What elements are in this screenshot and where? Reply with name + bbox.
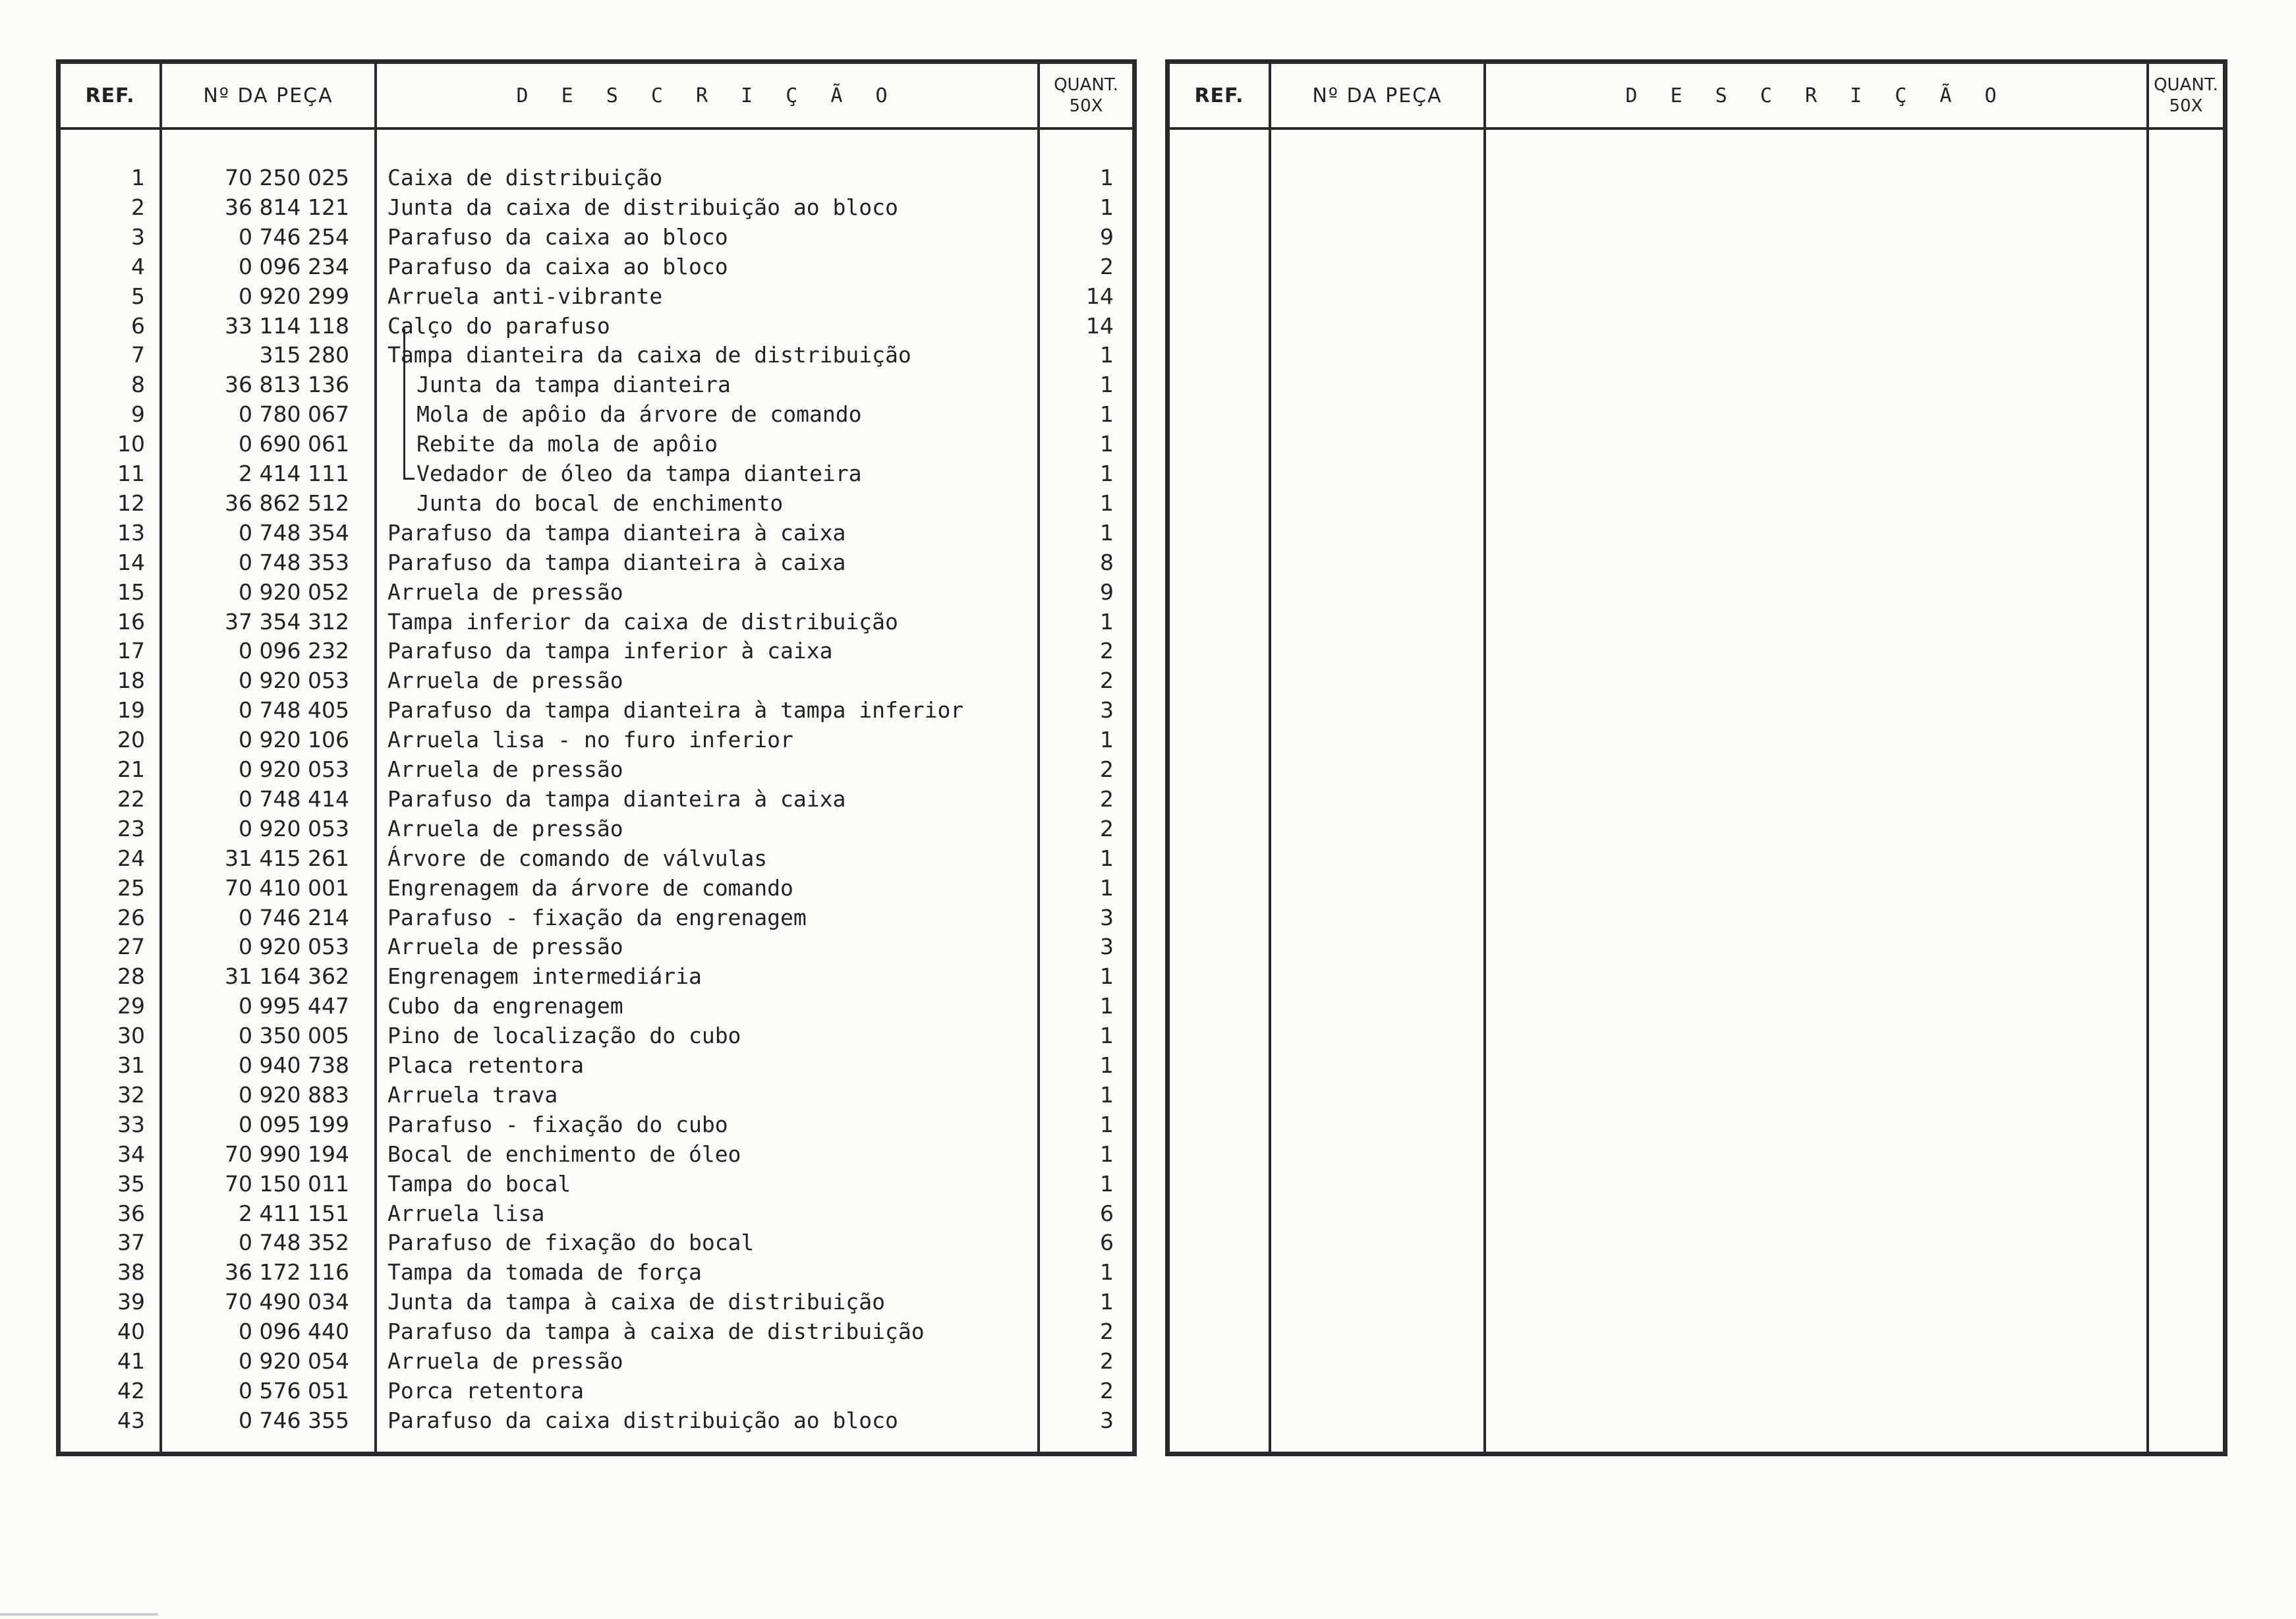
row-quantity: 1 — [1100, 461, 1114, 486]
row-part-number: 70 150 011 — [225, 1170, 349, 1197]
row-quantity: 1 — [1100, 845, 1114, 871]
parts-table-right — [1165, 59, 2227, 1456]
row-ref: 14 — [117, 549, 145, 575]
header-quantity-label: QUANT. — [1054, 75, 1118, 95]
row-ref: 33 — [117, 1111, 145, 1137]
row-ref: 17 — [117, 638, 145, 664]
row-ref: 41 — [117, 1348, 145, 1374]
row-description: Arruela de pressão — [387, 667, 623, 694]
row-description: Cubo da engrenagem — [387, 993, 623, 1019]
row-description: Parafuso da caixa ao bloco — [387, 253, 728, 279]
row-part-number: 0 096 234 — [239, 253, 349, 279]
row-part-number: 0 746 214 — [239, 904, 349, 930]
row-quantity: 14 — [1086, 283, 1114, 309]
row-ref: 6 — [131, 312, 145, 339]
row-part-number: 31 164 362 — [225, 963, 349, 990]
table-row — [61, 607, 1132, 637]
row-description: Arruela lisa - no furo inferior — [387, 727, 793, 753]
row-description: Junta da caixa de distribuição ao bloco — [387, 194, 898, 220]
row-description: Junta da tampa à caixa de distribuição — [387, 1289, 885, 1315]
row-part-number: 70 490 034 — [225, 1289, 349, 1315]
table-row — [61, 991, 1132, 1021]
row-part-number: 0 096 232 — [239, 638, 349, 664]
header-quantity-label: QUANT. — [2154, 75, 2218, 95]
row-part-number: 0 780 067 — [239, 401, 349, 428]
row-description: Tampa do bocal — [387, 1170, 571, 1197]
table-row — [61, 1139, 1132, 1169]
table-header — [1170, 64, 2223, 130]
row-description: Parafuso - fixação da engrenagem — [387, 904, 807, 930]
row-ref: 28 — [117, 963, 145, 990]
row-part-number: 0 748 352 — [239, 1230, 349, 1256]
table-row — [61, 1110, 1132, 1139]
table-row — [61, 1257, 1132, 1287]
table-row — [61, 1406, 1132, 1435]
row-quantity: 3 — [1100, 904, 1114, 930]
row-ref: 4 — [131, 253, 145, 279]
row-quantity: 1 — [1100, 993, 1114, 1019]
row-description: Tampa dianteira da caixa de distribuição — [387, 342, 911, 368]
row-quantity: 1 — [1100, 963, 1114, 990]
row-quantity: 9 — [1100, 579, 1114, 605]
row-quantity: 1 — [1100, 1052, 1114, 1078]
row-quantity: 8 — [1100, 549, 1114, 575]
row-quantity: 2 — [1100, 785, 1114, 812]
table-row — [61, 1228, 1132, 1257]
row-quantity: 6 — [1100, 1230, 1114, 1256]
row-description: Parafuso - fixação do cubo — [387, 1111, 728, 1137]
row-ref: 37 — [117, 1230, 145, 1256]
row-ref: 3 — [131, 223, 145, 250]
row-quantity: 2 — [1100, 667, 1114, 694]
table-row — [61, 548, 1132, 577]
row-ref: 42 — [117, 1377, 145, 1404]
row-ref: 20 — [117, 727, 145, 753]
row-description: Tampa da tomada de força — [387, 1259, 702, 1286]
row-quantity: 1 — [1100, 519, 1114, 546]
row-part-number: 0 920 053 — [239, 815, 349, 841]
row-quantity: 3 — [1100, 1407, 1114, 1433]
row-ref: 24 — [117, 845, 145, 871]
row-ref: 30 — [117, 1023, 145, 1049]
table-row — [61, 666, 1132, 695]
row-quantity: 1 — [1100, 1023, 1114, 1049]
row-description: Árvore de comando de válvulas — [387, 845, 768, 871]
row-description: Parafuso de fixação do bocal — [387, 1230, 755, 1256]
row-description: Calço do parafuso — [387, 312, 610, 339]
row-part-number: 0 920 053 — [239, 756, 349, 782]
row-quantity: 1 — [1100, 165, 1114, 190]
table-row — [61, 518, 1132, 548]
row-description: Placa retentora — [387, 1052, 585, 1078]
row-ref: 21 — [117, 756, 145, 782]
row-part-number: 31 415 261 — [225, 845, 349, 871]
table-row — [61, 1346, 1132, 1376]
table-row — [61, 1021, 1132, 1050]
row-description: Vedador de óleo da tampa dianteira — [416, 461, 862, 486]
row-description: Arruela de pressão — [387, 756, 623, 782]
row-ref: 16 — [117, 608, 145, 635]
row-quantity: 1 — [1100, 431, 1114, 457]
row-description: Pino de localização do cubo — [387, 1023, 741, 1049]
row-ref: 12 — [117, 490, 145, 516]
row-quantity: 1 — [1100, 372, 1114, 398]
row-quantity: 1 — [1100, 401, 1114, 428]
table-row — [61, 252, 1132, 281]
row-part-number: 0 995 447 — [239, 993, 349, 1019]
row-quantity: 2 — [1100, 253, 1114, 279]
table-row — [61, 1287, 1132, 1317]
table-row — [61, 577, 1132, 607]
row-part-number: 0 576 051 — [239, 1377, 349, 1404]
row-part-number: 0 920 052 — [239, 579, 349, 605]
row-description: Parafuso da tampa dianteira à caixa — [387, 519, 846, 546]
row-ref: 10 — [117, 431, 145, 457]
row-description: Arruela de pressão — [387, 1348, 623, 1374]
row-part-number: 36 172 116 — [225, 1259, 349, 1286]
row-quantity: 1 — [1100, 727, 1114, 753]
table-row — [61, 488, 1132, 518]
row-ref: 1 — [131, 165, 145, 190]
row-description: Arruela anti-vibrante — [387, 283, 663, 309]
row-quantity: 2 — [1100, 815, 1114, 841]
table-row — [61, 1050, 1132, 1080]
row-part-number: 33 114 118 — [225, 312, 349, 339]
row-ref: 38 — [117, 1259, 145, 1286]
row-quantity: 1 — [1100, 1081, 1114, 1108]
row-part-number: 0 746 355 — [239, 1407, 349, 1433]
table-row — [61, 814, 1132, 843]
row-part-number: 70 990 194 — [225, 1141, 349, 1167]
row-description: Engrenagem da árvore de comando — [387, 874, 793, 901]
row-quantity: 2 — [1100, 756, 1114, 782]
row-description: Porca retentora — [387, 1377, 585, 1404]
row-part-number: 0 920 053 — [239, 667, 349, 694]
header-quantity — [1040, 64, 1132, 127]
row-ref: 32 — [117, 1081, 145, 1108]
row-description: Junta da tampa dianteira — [416, 372, 731, 398]
table-row — [61, 222, 1132, 252]
row-quantity: 6 — [1100, 1200, 1114, 1226]
table-row — [61, 459, 1132, 488]
row-ref: 29 — [117, 993, 145, 1019]
row-description: Bocal de enchimento de óleo — [387, 1141, 741, 1167]
row-ref: 43 — [117, 1407, 145, 1433]
row-quantity: 9 — [1100, 223, 1114, 250]
column-divider — [2146, 64, 2149, 1452]
row-quantity: 1 — [1100, 1259, 1114, 1286]
table-row — [61, 932, 1132, 961]
table-row — [61, 340, 1132, 370]
row-description: Mola de apôio da árvore de comando — [416, 401, 862, 428]
row-quantity: 1 — [1100, 1111, 1114, 1137]
row-description: Tampa inferior da caixa de distribuição — [387, 608, 898, 635]
row-ref: 39 — [117, 1289, 145, 1315]
table-row — [61, 873, 1132, 903]
row-description: Parafuso da tampa dianteira à tampa inferior — [387, 697, 964, 724]
table-row — [61, 725, 1132, 754]
row-ref: 5 — [131, 283, 145, 309]
table-row — [61, 695, 1132, 725]
row-description: Arruela de pressão — [387, 934, 623, 960]
table-row — [61, 192, 1132, 222]
table-row — [61, 311, 1132, 341]
row-part-number: 0 748 414 — [239, 785, 349, 812]
table-row — [61, 1317, 1132, 1346]
row-quantity: 2 — [1100, 638, 1114, 664]
row-description: Rebite da mola de apôio — [416, 431, 718, 457]
row-part-number: 0 748 405 — [239, 697, 349, 724]
column-divider — [1269, 64, 1271, 1452]
row-part-number: 0 940 738 — [239, 1052, 349, 1078]
row-description: Arruela lisa — [387, 1200, 545, 1226]
row-part-number: 36 813 136 — [225, 372, 349, 398]
table-row — [61, 754, 1132, 784]
header-description: D E S C R I Ç Ã O — [516, 84, 898, 107]
row-description: Arruela de pressão — [387, 579, 623, 605]
row-part-number: 0 350 005 — [239, 1023, 349, 1049]
row-part-number: 70 250 025 — [225, 165, 349, 190]
row-quantity: 2 — [1100, 1348, 1114, 1374]
row-part-number: 0 920 883 — [239, 1081, 349, 1108]
row-quantity: 2 — [1100, 1377, 1114, 1404]
row-ref: 25 — [117, 874, 145, 901]
row-part-number: 0 746 254 — [239, 223, 349, 250]
row-description: Parafuso da tampa à caixa de distribuição — [387, 1319, 925, 1345]
row-part-number: 0 920 053 — [239, 934, 349, 960]
row-ref: 13 — [117, 519, 145, 546]
row-description: Arruela de pressão — [387, 815, 623, 841]
table-row — [61, 636, 1132, 666]
row-part-number: 0 920 299 — [239, 283, 349, 309]
header-part-number: Nº DA PEÇA — [1312, 84, 1443, 107]
header-quantity-multiplier: 50X — [2169, 96, 2203, 116]
header-quantity-multiplier: 50X — [1069, 96, 1103, 116]
row-ref: 11 — [117, 461, 145, 486]
row-ref: 9 — [131, 401, 145, 428]
parts-table-left — [56, 59, 1137, 1456]
header-description: D E S C R I Ç Ã O — [1625, 84, 2007, 107]
row-description: Engrenagem intermediária — [387, 963, 702, 990]
row-quantity: 1 — [1100, 194, 1114, 220]
row-ref: 34 — [117, 1141, 145, 1167]
table-row — [61, 163, 1132, 192]
row-description: Caixa de distribuição — [387, 165, 663, 190]
row-description: Parafuso da caixa distribuição ao bloco — [387, 1407, 898, 1433]
scan-edge-mark — [0, 1613, 158, 1616]
row-ref: 31 — [117, 1052, 145, 1078]
row-ref: 36 — [117, 1200, 145, 1226]
table-row — [61, 399, 1132, 429]
row-quantity: 14 — [1086, 312, 1114, 339]
row-ref: 26 — [117, 904, 145, 930]
row-ref: 18 — [117, 667, 145, 694]
table-row — [61, 370, 1132, 399]
table-header — [61, 64, 1132, 130]
row-ref: 27 — [117, 934, 145, 960]
row-ref: 35 — [117, 1170, 145, 1197]
row-description: Parafuso da tampa dianteira à caixa — [387, 785, 846, 812]
row-quantity: 2 — [1100, 1319, 1114, 1345]
row-ref: 8 — [131, 372, 145, 398]
row-quantity: 1 — [1100, 342, 1114, 368]
row-part-number: 0 095 199 — [239, 1111, 349, 1137]
row-part-number: 36 862 512 — [225, 490, 349, 516]
row-part-number: 0 920 054 — [239, 1348, 349, 1374]
row-part-number: 70 410 001 — [225, 874, 349, 901]
row-ref: 23 — [117, 815, 145, 841]
row-ref: 19 — [117, 697, 145, 724]
row-quantity: 1 — [1100, 874, 1114, 901]
header-part-number: Nº DA PEÇA — [203, 84, 333, 107]
row-part-number: 0 690 061 — [239, 431, 349, 457]
row-quantity: 1 — [1100, 1170, 1114, 1197]
row-part-number: 37 354 312 — [225, 608, 349, 635]
table-row — [61, 784, 1132, 814]
row-ref: 2 — [131, 194, 145, 220]
row-quantity: 1 — [1100, 1141, 1114, 1167]
table-row — [61, 1080, 1132, 1110]
header-ref: REF. — [85, 84, 135, 107]
row-description: Arruela trava — [387, 1081, 558, 1108]
row-ref: 15 — [117, 579, 145, 605]
row-part-number: 0 748 354 — [239, 519, 349, 546]
table-row — [61, 1199, 1132, 1228]
header-ref: REF. — [1194, 84, 1244, 107]
row-description: Parafuso da caixa ao bloco — [387, 223, 728, 250]
row-part-number: 315 280 — [259, 342, 349, 368]
row-part-number: 2 411 151 — [239, 1200, 349, 1226]
table-row — [61, 429, 1132, 459]
table-row — [61, 843, 1132, 873]
row-part-number: 36 814 121 — [225, 194, 349, 220]
row-description: Parafuso da tampa dianteira à caixa — [387, 549, 846, 575]
row-quantity: 1 — [1100, 1289, 1114, 1315]
row-quantity: 1 — [1100, 490, 1114, 516]
table-row — [61, 281, 1132, 311]
column-divider — [1483, 64, 1486, 1452]
row-part-number: 2 414 111 — [239, 461, 349, 486]
header-quantity — [2149, 64, 2223, 127]
table-row — [61, 903, 1132, 932]
row-quantity: 3 — [1100, 934, 1114, 960]
row-part-number: 0 920 106 — [239, 727, 349, 753]
table-row — [61, 961, 1132, 991]
row-ref: 22 — [117, 785, 145, 812]
row-quantity: 3 — [1100, 697, 1114, 724]
row-ref: 7 — [131, 342, 145, 368]
row-description: Parafuso da tampa inferior à caixa — [387, 638, 833, 664]
row-quantity: 1 — [1100, 608, 1114, 635]
table-row — [61, 1169, 1132, 1199]
row-part-number: 0 096 440 — [239, 1319, 349, 1345]
table-row — [61, 1376, 1132, 1406]
row-part-number: 0 748 353 — [239, 549, 349, 575]
row-description: Junta do bocal de enchimento — [416, 490, 784, 516]
row-ref: 40 — [117, 1319, 145, 1345]
